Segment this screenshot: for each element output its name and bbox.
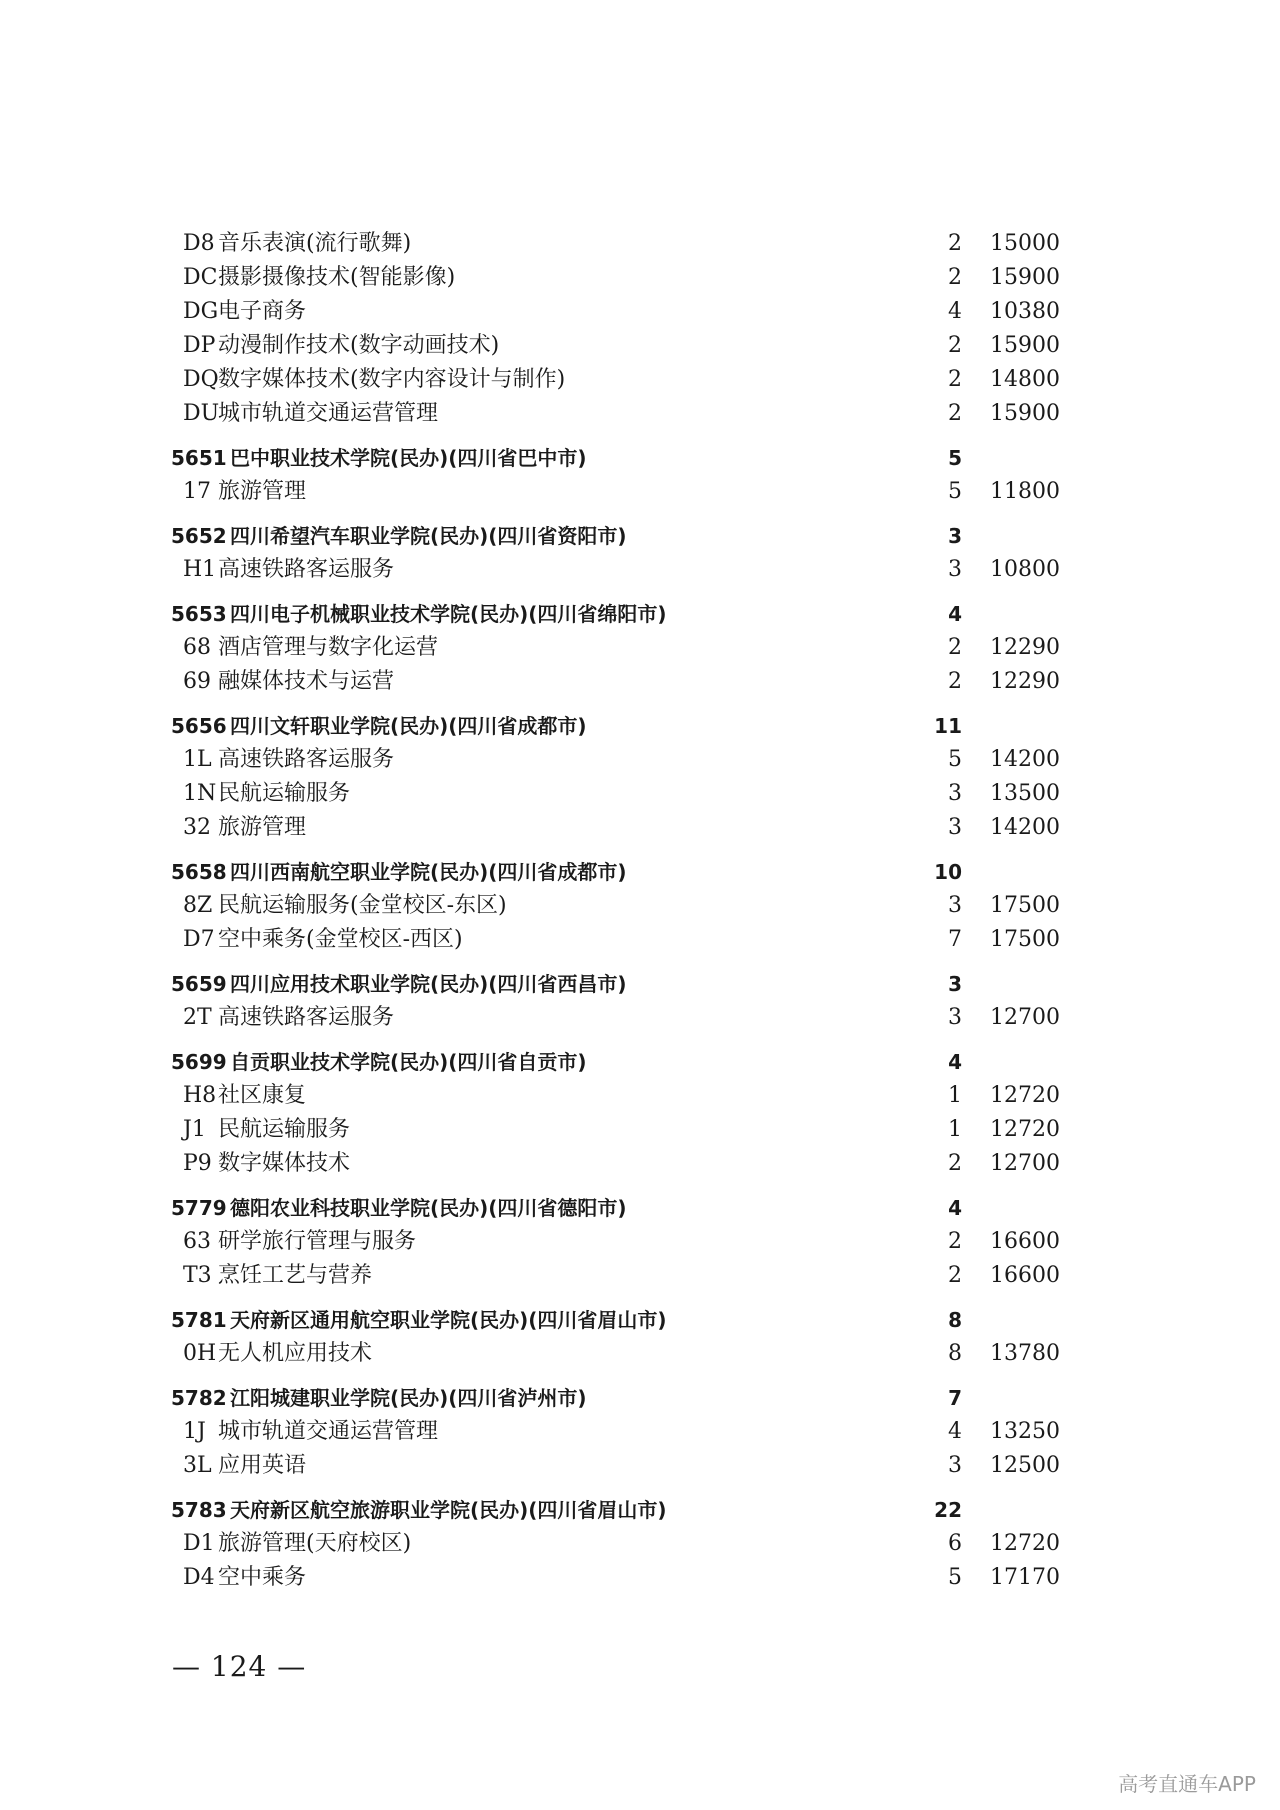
program-name: 城市轨道交通运营管理 bbox=[218, 1419, 439, 1444]
program-name: 酒店管理与数字化运营 bbox=[218, 635, 439, 660]
program-fee: 10800 bbox=[990, 557, 1060, 582]
program-code: 2T bbox=[183, 1005, 212, 1030]
program-name: 摄影摄像技术(智能影像) bbox=[218, 265, 456, 290]
program-name: 旅游管理 bbox=[218, 479, 307, 504]
program-name: 高速铁路客运服务 bbox=[218, 747, 395, 772]
program-fee: 16600 bbox=[990, 1229, 1060, 1254]
program-code: DG bbox=[183, 299, 219, 324]
program-fee: 15900 bbox=[990, 401, 1060, 426]
school-code: 5653 bbox=[171, 602, 227, 626]
program-code: 63 bbox=[183, 1229, 211, 1254]
program-plan: 6 bbox=[948, 1531, 962, 1556]
program-plan: 3 bbox=[948, 1005, 962, 1030]
school-name: 巴中职业技术学院(民办)(四川省巴中市) bbox=[230, 446, 587, 470]
program-row bbox=[0, 1527, 1280, 1561]
program-name: 应用英语 bbox=[218, 1453, 307, 1478]
school-row bbox=[0, 855, 1280, 889]
program-name: 无人机应用技术 bbox=[218, 1341, 373, 1366]
program-plan: 3 bbox=[948, 815, 962, 840]
program-name: 高速铁路客运服务 bbox=[218, 1005, 395, 1030]
program-row bbox=[0, 1113, 1280, 1147]
program-code: 1N bbox=[183, 781, 217, 806]
school-row bbox=[0, 1191, 1280, 1225]
program-fee: 10380 bbox=[990, 299, 1060, 324]
program-plan: 7 bbox=[948, 927, 962, 952]
program-name: 研学旅行管理与服务 bbox=[218, 1229, 417, 1254]
school-code: 5779 bbox=[171, 1196, 227, 1220]
school-plan: 3 bbox=[948, 972, 962, 996]
program-row bbox=[0, 475, 1280, 509]
program-name: 动漫制作技术(数字动画技术) bbox=[218, 333, 500, 358]
program-row bbox=[0, 1259, 1280, 1293]
program-plan: 5 bbox=[948, 1565, 962, 1590]
program-plan: 2 bbox=[948, 669, 962, 694]
program-fee: 17170 bbox=[990, 1565, 1060, 1590]
program-plan: 2 bbox=[948, 231, 962, 256]
program-code: DP bbox=[183, 333, 216, 358]
program-code: D1 bbox=[183, 1531, 215, 1556]
program-code: 0H bbox=[183, 1341, 217, 1366]
school-plan: 4 bbox=[948, 1196, 962, 1220]
program-code: D4 bbox=[183, 1565, 215, 1590]
program-code: 1J bbox=[183, 1419, 206, 1444]
program-plan: 1 bbox=[948, 1083, 962, 1108]
program-name: 社区康复 bbox=[218, 1083, 307, 1108]
page-number: — 124 — bbox=[172, 1650, 307, 1683]
program-plan: 5 bbox=[948, 479, 962, 504]
program-row bbox=[0, 777, 1280, 811]
program-plan: 3 bbox=[948, 1453, 962, 1478]
program-name: 旅游管理 bbox=[218, 815, 307, 840]
school-code: 5699 bbox=[171, 1050, 227, 1074]
school-row bbox=[0, 441, 1280, 475]
program-plan: 4 bbox=[948, 1419, 962, 1444]
school-name: 德阳农业科技职业学院(民办)(四川省德阳市) bbox=[230, 1196, 627, 1220]
program-row bbox=[0, 1225, 1280, 1259]
program-code: DQ bbox=[183, 367, 219, 392]
program-fee: 12700 bbox=[990, 1151, 1060, 1176]
program-name: 数字媒体技术(数字内容设计与制作) bbox=[218, 367, 566, 392]
program-name: 空中乘务(金堂校区-西区) bbox=[218, 927, 463, 952]
program-fee: 13780 bbox=[990, 1341, 1060, 1366]
program-code: 1L bbox=[183, 747, 212, 772]
program-plan: 2 bbox=[948, 1151, 962, 1176]
program-fee: 12700 bbox=[990, 1005, 1060, 1030]
program-name: 高速铁路客运服务 bbox=[218, 557, 395, 582]
program-plan: 3 bbox=[948, 893, 962, 918]
school-name: 四川电子机械职业技术学院(民办)(四川省绵阳市) bbox=[230, 602, 667, 626]
program-code: 32 bbox=[183, 815, 211, 840]
program-fee: 11800 bbox=[990, 479, 1060, 504]
program-plan: 3 bbox=[948, 781, 962, 806]
program-row bbox=[0, 553, 1280, 587]
program-row bbox=[0, 295, 1280, 329]
school-row bbox=[0, 1045, 1280, 1079]
program-row bbox=[0, 1001, 1280, 1035]
program-fee: 17500 bbox=[990, 893, 1060, 918]
program-name: 城市轨道交通运营管理 bbox=[218, 401, 439, 426]
school-code: 5659 bbox=[171, 972, 227, 996]
program-fee: 14200 bbox=[990, 815, 1060, 840]
school-code: 5783 bbox=[171, 1498, 227, 1522]
watermark: 高考直通车APP bbox=[1118, 1772, 1256, 1796]
program-row bbox=[0, 227, 1280, 261]
school-row bbox=[0, 519, 1280, 553]
school-row bbox=[0, 967, 1280, 1001]
school-row bbox=[0, 1303, 1280, 1337]
program-name: 民航运输服务(金堂校区-东区) bbox=[218, 893, 507, 918]
program-code: H1 bbox=[183, 557, 217, 582]
program-row bbox=[0, 1415, 1280, 1449]
program-code: 3L bbox=[183, 1453, 212, 1478]
program-code: D7 bbox=[183, 927, 215, 952]
program-row bbox=[0, 1079, 1280, 1113]
program-fee: 12500 bbox=[990, 1453, 1060, 1478]
school-name: 江阳城建职业学院(民办)(四川省泸州市) bbox=[230, 1386, 587, 1410]
program-code: P9 bbox=[183, 1151, 212, 1176]
program-row bbox=[0, 1337, 1280, 1371]
program-row bbox=[0, 363, 1280, 397]
school-code: 5781 bbox=[171, 1308, 227, 1332]
school-code: 5782 bbox=[171, 1386, 227, 1410]
program-name: 数字媒体技术 bbox=[218, 1151, 351, 1176]
enrollment-list bbox=[0, 227, 1280, 1595]
school-row bbox=[0, 1493, 1280, 1527]
program-fee: 12290 bbox=[990, 669, 1060, 694]
school-code: 5658 bbox=[171, 860, 227, 884]
program-row bbox=[0, 631, 1280, 665]
program-row bbox=[0, 743, 1280, 777]
program-row bbox=[0, 1561, 1280, 1595]
school-plan: 4 bbox=[948, 1050, 962, 1074]
program-fee: 17500 bbox=[990, 927, 1060, 952]
program-row bbox=[0, 329, 1280, 363]
school-name: 四川文轩职业学院(民办)(四川省成都市) bbox=[230, 714, 587, 738]
school-code: 5651 bbox=[171, 446, 227, 470]
program-plan: 2 bbox=[948, 635, 962, 660]
program-code: 69 bbox=[183, 669, 211, 694]
program-plan: 3 bbox=[948, 557, 962, 582]
school-row bbox=[0, 709, 1280, 743]
school-code: 5656 bbox=[171, 714, 227, 738]
school-plan: 7 bbox=[948, 1386, 962, 1410]
program-fee: 15000 bbox=[990, 231, 1060, 256]
program-fee: 14200 bbox=[990, 747, 1060, 772]
program-plan: 1 bbox=[948, 1117, 962, 1142]
school-name: 四川希望汽车职业学院(民办)(四川省资阳市) bbox=[230, 524, 627, 548]
school-plan: 10 bbox=[934, 860, 962, 884]
school-row bbox=[0, 1381, 1280, 1415]
school-name: 天府新区航空旅游职业学院(民办)(四川省眉山市) bbox=[230, 1498, 667, 1522]
program-name: 烹饪工艺与营养 bbox=[218, 1263, 373, 1288]
program-fee: 12290 bbox=[990, 635, 1060, 660]
program-plan: 2 bbox=[948, 367, 962, 392]
program-fee: 12720 bbox=[990, 1117, 1060, 1142]
school-plan: 8 bbox=[948, 1308, 962, 1332]
program-name: 空中乘务 bbox=[218, 1565, 307, 1590]
program-row bbox=[0, 889, 1280, 923]
program-name: 旅游管理(天府校区) bbox=[218, 1531, 412, 1556]
school-plan: 22 bbox=[934, 1498, 962, 1522]
program-fee: 15900 bbox=[990, 265, 1060, 290]
program-row bbox=[0, 261, 1280, 295]
program-code: D8 bbox=[183, 231, 215, 256]
program-name: 音乐表演(流行歌舞) bbox=[218, 231, 412, 256]
school-plan: 3 bbox=[948, 524, 962, 548]
school-name: 天府新区通用航空职业学院(民办)(四川省眉山市) bbox=[230, 1308, 667, 1332]
program-row bbox=[0, 397, 1280, 431]
school-plan: 5 bbox=[948, 446, 962, 470]
program-fee: 13250 bbox=[990, 1419, 1060, 1444]
program-name: 电子商务 bbox=[218, 299, 307, 324]
program-name: 融媒体技术与运营 bbox=[218, 669, 395, 694]
program-plan: 2 bbox=[948, 1229, 962, 1254]
program-plan: 2 bbox=[948, 1263, 962, 1288]
program-row bbox=[0, 665, 1280, 699]
program-fee: 15900 bbox=[990, 333, 1060, 358]
program-code: H8 bbox=[183, 1083, 217, 1108]
program-row bbox=[0, 1449, 1280, 1483]
program-fee: 12720 bbox=[990, 1083, 1060, 1108]
school-code: 5652 bbox=[171, 524, 227, 548]
program-plan: 2 bbox=[948, 265, 962, 290]
program-name: 民航运输服务 bbox=[218, 781, 351, 806]
program-code: 68 bbox=[183, 635, 211, 660]
school-row bbox=[0, 597, 1280, 631]
program-row bbox=[0, 923, 1280, 957]
program-fee: 12720 bbox=[990, 1531, 1060, 1556]
program-fee: 16600 bbox=[990, 1263, 1060, 1288]
program-plan: 5 bbox=[948, 747, 962, 772]
school-plan: 4 bbox=[948, 602, 962, 626]
program-plan: 4 bbox=[948, 299, 962, 324]
program-name: 民航运输服务 bbox=[218, 1117, 351, 1142]
program-code: 17 bbox=[183, 479, 211, 504]
program-plan: 2 bbox=[948, 333, 962, 358]
program-row bbox=[0, 811, 1280, 845]
program-code: J1 bbox=[183, 1117, 206, 1142]
program-fee: 13500 bbox=[990, 781, 1060, 806]
school-name: 四川西南航空职业学院(民办)(四川省成都市) bbox=[230, 860, 627, 884]
program-fee: 14800 bbox=[990, 367, 1060, 392]
program-code: 8Z bbox=[183, 893, 213, 918]
school-plan: 11 bbox=[934, 714, 962, 738]
school-name: 四川应用技术职业学院(民办)(四川省西昌市) bbox=[230, 972, 627, 996]
program-row bbox=[0, 1147, 1280, 1181]
program-code: T3 bbox=[183, 1263, 212, 1288]
program-plan: 2 bbox=[948, 401, 962, 426]
school-name: 自贡职业技术学院(民办)(四川省自贡市) bbox=[230, 1050, 587, 1074]
program-code: DC bbox=[183, 265, 218, 290]
program-plan: 8 bbox=[948, 1341, 962, 1366]
program-code: DU bbox=[183, 401, 220, 426]
